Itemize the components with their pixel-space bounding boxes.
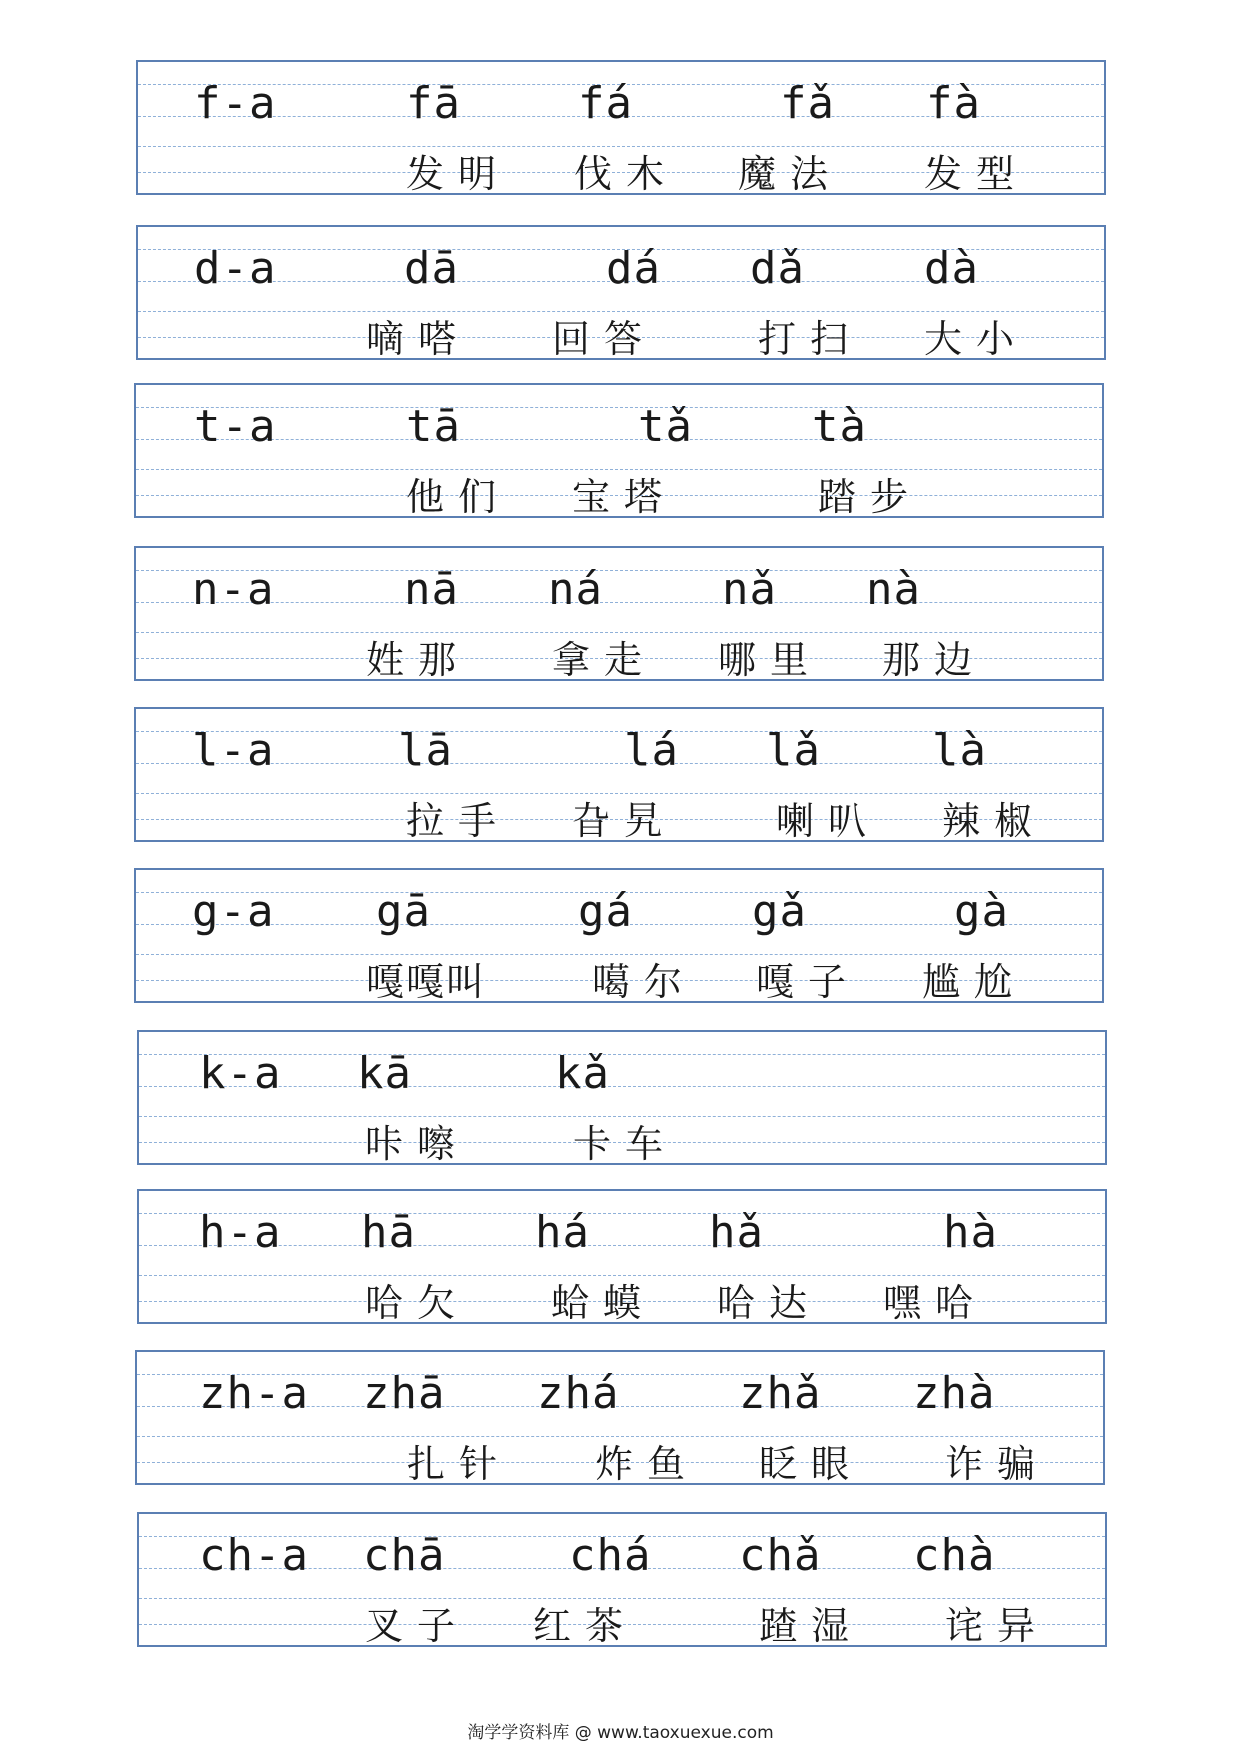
tone-3: fǎ — [780, 78, 835, 129]
word-3: 哈达 — [717, 1281, 822, 1325]
word-3: 打扫 — [758, 317, 863, 361]
syllable-card-ha — [137, 1189, 1107, 1324]
tone-1: fā — [406, 78, 461, 129]
syllable-spelling: g-a — [192, 886, 275, 937]
tone-1: lā — [398, 725, 453, 776]
tone-3: zhǎ — [739, 1368, 822, 1419]
word-4: 大小 — [924, 317, 1029, 361]
syllable-card-da — [136, 225, 1106, 360]
syllable-card-ta — [134, 383, 1104, 518]
tone-2: dá — [606, 243, 661, 294]
word-1: 姓那 — [366, 638, 471, 682]
tone-4: gà — [954, 886, 1009, 937]
tone-1: chā — [363, 1530, 446, 1581]
syllable-card-fa — [136, 60, 1106, 195]
word-1: 嘀嗒 — [366, 317, 471, 361]
word-1: 扎针 — [407, 1442, 512, 1486]
tone-4: chà — [913, 1530, 996, 1581]
syllable-spelling: h-a — [199, 1207, 282, 1258]
word-2: 伐木 — [574, 152, 679, 196]
tone-3: chǎ — [739, 1530, 822, 1581]
word-2: 蛤蟆 — [551, 1281, 656, 1325]
word-3: 喇叭 — [776, 799, 881, 843]
word-2: 卡车 — [573, 1122, 678, 1166]
syllable-spelling: n-a — [192, 564, 275, 615]
word-1: 发明 — [406, 152, 511, 196]
syllable-spelling: k-a — [199, 1048, 282, 1099]
word-1: 他们 — [406, 475, 511, 519]
word-2: 噶尔 — [592, 960, 697, 1004]
word-2: 红茶 — [533, 1604, 638, 1648]
tone-3: nǎ — [722, 564, 777, 615]
tone-1: nā — [404, 564, 459, 615]
tone-1: kā — [357, 1048, 412, 1099]
tone-2: lá — [624, 725, 679, 776]
word-1: 拉手 — [406, 799, 511, 843]
tone-2: chá — [569, 1530, 652, 1581]
word-2: 炸鱼 — [595, 1442, 700, 1486]
syllable-spelling: zh-a — [199, 1368, 309, 1419]
tone-3: gǎ — [752, 886, 807, 937]
tone-4: zhà — [913, 1368, 996, 1419]
word-4: 发型 — [924, 152, 1029, 196]
word-4: 嘿哈 — [883, 1281, 988, 1325]
tone-1: hā — [361, 1207, 416, 1258]
word-2: 宝塔 — [572, 475, 677, 519]
tone-2: há — [535, 1207, 590, 1258]
tone-4: fà — [926, 78, 981, 129]
word-4: 诧异 — [945, 1604, 1050, 1648]
syllable-card-na — [134, 546, 1104, 681]
word-2: 拿走 — [552, 638, 657, 682]
tone-3: tǎ — [638, 401, 693, 452]
word-2: 旮旯 — [572, 799, 677, 843]
syllable-card-ga — [134, 868, 1104, 1003]
word-3: 魔法 — [738, 152, 843, 196]
tone-3: hǎ — [709, 1207, 764, 1258]
footer-watermark: 淘学学资料库 @ www.taoxuexue.com — [467, 1723, 774, 1743]
tone-2: zhá — [537, 1368, 620, 1419]
tone-3: kǎ — [555, 1048, 610, 1099]
syllable-card-cha — [137, 1512, 1107, 1647]
tone-1: tā — [406, 401, 461, 452]
word-3: 蹅湿 — [759, 1604, 864, 1648]
word-4: 尴尬 — [922, 960, 1027, 1004]
syllable-spelling: d-a — [194, 243, 277, 294]
word-3: 眨眼 — [759, 1442, 864, 1486]
syllable-spelling: l-a — [192, 725, 275, 776]
tone-4: hà — [943, 1207, 998, 1258]
word-3: 哪里 — [718, 638, 823, 682]
syllable-card-zha — [135, 1350, 1105, 1485]
tone-2: fá — [578, 78, 633, 129]
word-4: 那边 — [882, 638, 987, 682]
word-1: 哈欠 — [365, 1281, 470, 1325]
tone-3: lǎ — [766, 725, 821, 776]
syllable-spelling: t-a — [194, 401, 277, 452]
word-2: 回答 — [552, 317, 657, 361]
word-1: 咔嚓 — [365, 1122, 470, 1166]
syllable-card-la — [134, 707, 1104, 842]
tone-1: dā — [404, 243, 459, 294]
tone-1: gā — [376, 886, 431, 937]
word-1: 叉子 — [365, 1604, 470, 1648]
word-3: 嘎子 — [756, 960, 861, 1004]
tone-2: gá — [578, 886, 633, 937]
tone-4: là — [932, 725, 987, 776]
word-4: 诈骗 — [945, 1442, 1050, 1486]
tone-2: ná — [548, 564, 603, 615]
tone-3: dǎ — [750, 243, 805, 294]
tone-4: tà — [812, 401, 867, 452]
word-1: 嘎嘎叫 — [366, 960, 487, 1004]
tone-1: zhā — [363, 1368, 446, 1419]
word-4: 辣椒 — [942, 799, 1047, 843]
tone-4: nà — [866, 564, 921, 615]
syllable-spelling: ch-a — [199, 1530, 309, 1581]
syllable-card-ka — [137, 1030, 1107, 1165]
syllable-spelling: f-a — [194, 78, 277, 129]
word-3: 踏步 — [818, 475, 923, 519]
tone-4: dà — [924, 243, 979, 294]
